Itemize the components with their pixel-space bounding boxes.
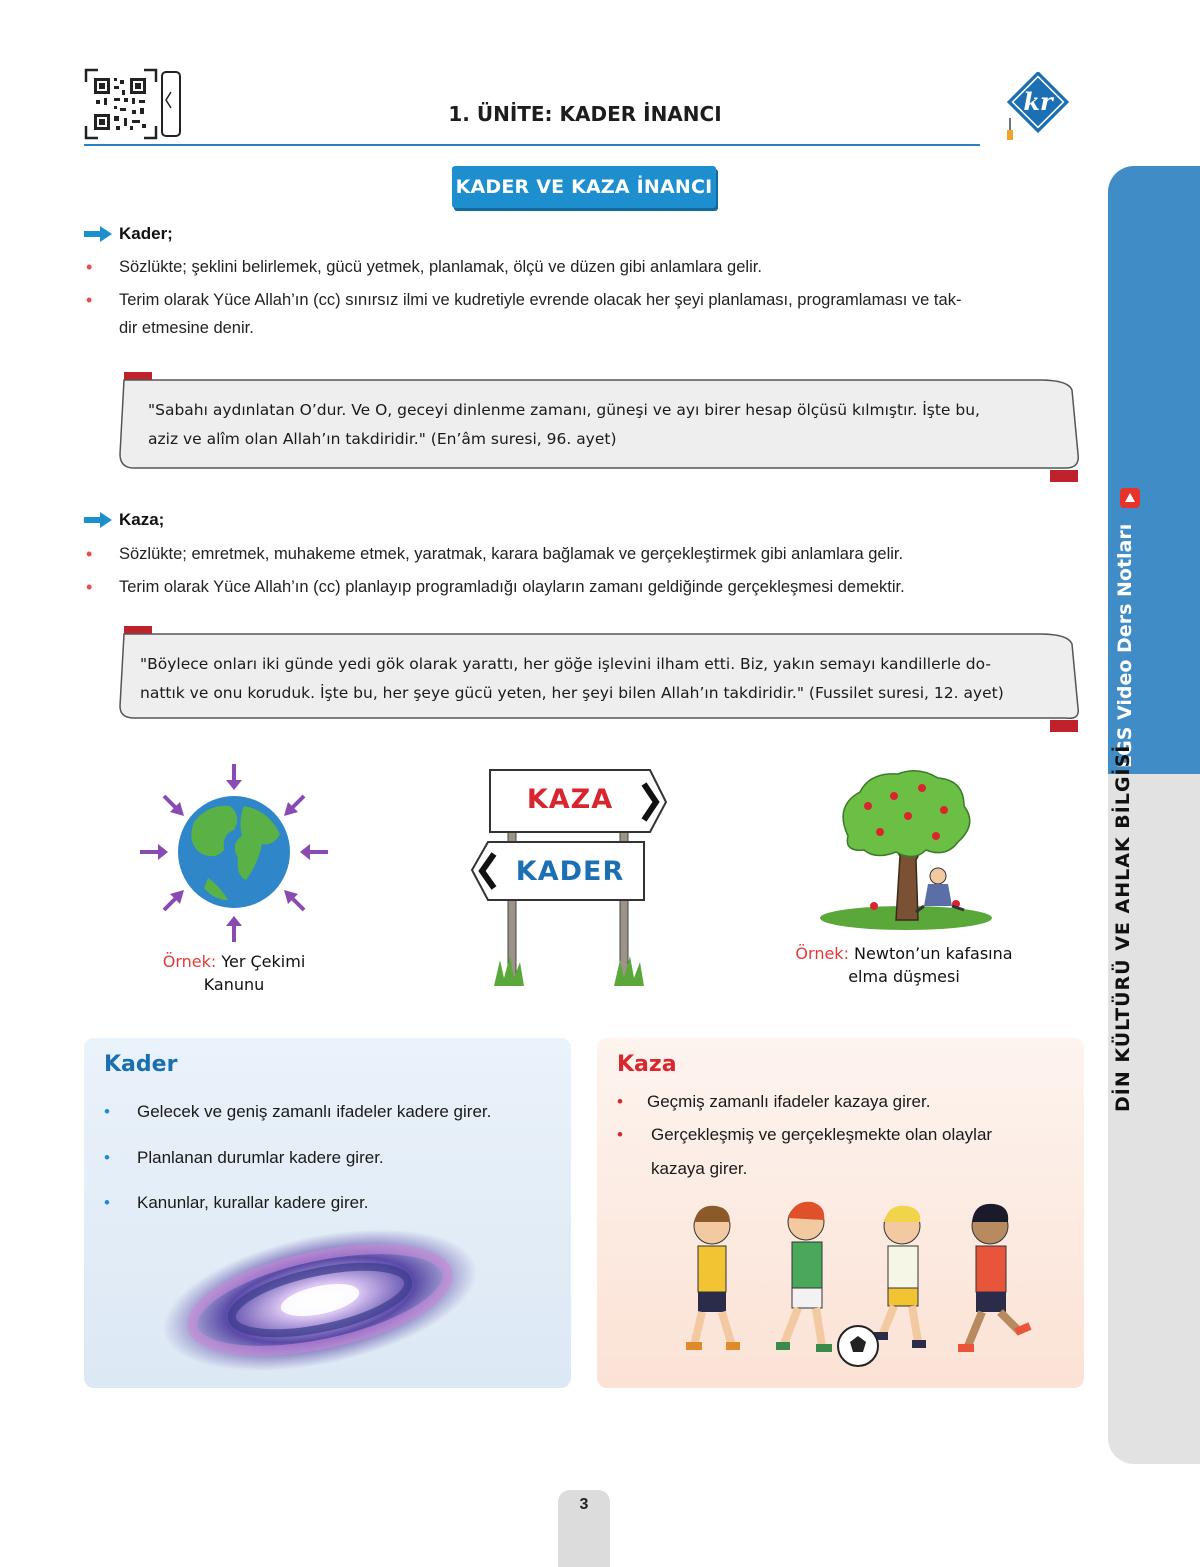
bullet-icon: • <box>617 1092 623 1111</box>
kaza-arrow-icon <box>84 512 112 533</box>
page-number: 3 <box>579 1496 589 1513</box>
newton-caption-label: Örnek: <box>795 944 849 963</box>
bullet-icon: • <box>617 1125 623 1144</box>
kader-bullet-1: Sözlükte; şeklini belirlemek, gücü yetmek, planlamak, ölçü ve düzen gibi anlamlara gelir. <box>119 258 762 276</box>
newton-caption-text: Newton’un kafasına <box>854 944 1013 963</box>
kader-panel-item-3: Kanunlar, kurallar kadere girer. <box>137 1193 369 1212</box>
section-title: KADER VE KAZA İNANCI <box>452 166 716 208</box>
kader-quote-line-2: aziz ve alîm olan Allah’ın takdiridir." (En’âm suresi, 96. ayet) <box>148 430 617 448</box>
play-icon[interactable] <box>1120 488 1140 508</box>
earth-gravity-illustration <box>138 760 330 946</box>
sidebar-top-label: LGS Video Ders Notları <box>1114 523 1136 768</box>
newton-caption <box>782 942 1026 988</box>
kader-arrow-icon <box>84 226 112 247</box>
kaza-bullet-2: Terim olarak Yüce Allah’ın (cc) planlayıp programladığı olayların zamanı geldiğinde gerçekleşmesi demektir. <box>119 578 905 596</box>
kader-panel-item-1: Gelecek ve geniş zamanlı ifadeler kadere girer. <box>137 1102 492 1121</box>
kaza-heading: Kaza; <box>119 510 165 529</box>
earth-caption <box>138 950 330 996</box>
kaza-quote-line-2: nattık ve onu koruduk. İşte bu, her şeye gücü yeten, her şeyi bilen Allah’ın takdiridir." (Fussilet suresi, 12. ayet) <box>140 684 1004 702</box>
bullet-icon: • <box>104 1148 110 1167</box>
sign-kaza-label: KAZA <box>526 784 614 815</box>
sign-kader-label: KADER <box>515 856 625 887</box>
bullet-icon: • <box>104 1102 110 1121</box>
bullet-icon: • <box>86 544 93 564</box>
kader-bullet-2-cont: dir etmesine denir. <box>119 319 254 337</box>
kaza-panel-title: Kaza <box>617 1052 677 1077</box>
kaza-panel-item-1: Geçmiş zamanlı ifadeler kazaya girer. <box>647 1092 931 1111</box>
qr-code[interactable] <box>84 68 184 140</box>
kids-playing-football-illustration <box>676 1196 1040 1372</box>
newton-caption-line2: elma düşmesi <box>848 967 960 986</box>
kader-panel-item-2: Planlanan durumlar kadere girer. <box>137 1148 384 1167</box>
header-rule <box>84 144 980 146</box>
bullet-icon: • <box>86 290 93 310</box>
kader-bullet-2: Terim olarak Yüce Allah’ın (cc) sınırsız ilmi ve kudretiyle evrende olacak her şeyi planlaması, programlaması ve tak- <box>119 291 962 309</box>
bullet-icon: • <box>86 577 93 597</box>
kader-panel-title: Kader <box>104 1052 178 1077</box>
newton-tree-illustration <box>818 766 994 936</box>
kaza-panel-item-2-cont: kazaya girer. <box>651 1159 748 1178</box>
kader-heading: Kader; <box>119 224 173 243</box>
bullet-icon: • <box>86 257 93 277</box>
kader-quote-line-1: "Sabahı aydınlatan O’dur. Ve O, geceyi dinlenme zamanı, güneşi ve ayı birer hesap ölçüsü kılmıştır. İşte bu, <box>148 401 980 419</box>
unit-title: 1. ÜNİTE: KADER İNANCI <box>448 102 722 126</box>
brand-logo <box>1000 72 1076 144</box>
galaxy-illustration <box>150 1216 496 1384</box>
kaza-panel-item-2: Gerçekleşmiş ve gerçekleşmekte olan olaylar <box>651 1125 993 1144</box>
earth-caption-text: Yer Çekimi <box>221 952 306 971</box>
svg-text:kr: kr <box>1023 87 1053 116</box>
earth-caption-line2: Kanunu <box>203 975 265 994</box>
kaza-quote-line-1: "Böylece onları iki günde yedi gök olarak yarattı, her göğe işlevini ilham etti. Biz, yakın semayı kandillerle do- <box>140 655 991 673</box>
kaza-bullet-1: Sözlükte; emretmek, muhakeme etmek, yaratmak, karara bağlamak ve gerçekleştirmek gibi anlamlara gelir. <box>119 545 904 563</box>
bullet-icon: • <box>104 1193 110 1212</box>
sidebar-bottom-label: DİN KÜLTÜRÜ VE AHLAK BİLGİSİ <box>1112 744 1134 1112</box>
earth-caption-label: Örnek: <box>162 952 217 971</box>
